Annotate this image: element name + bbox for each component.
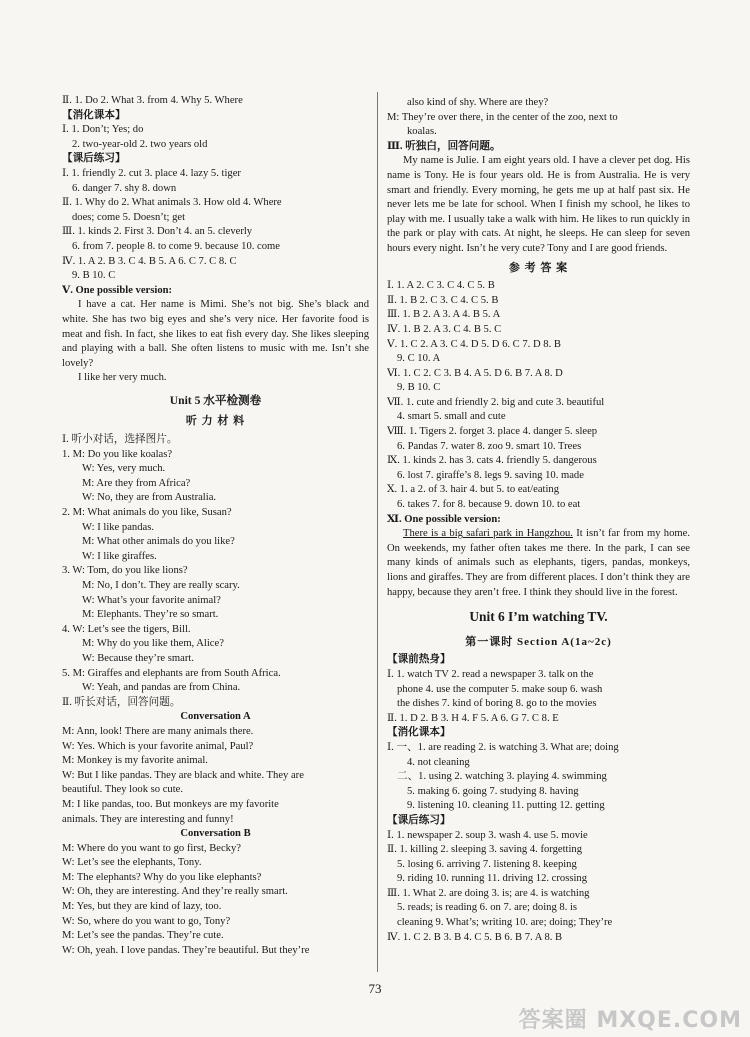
dialogue-line: 2. M: What animals do you like, Susan? [62, 507, 232, 519]
unit5-title: Unit 5 水平检测卷 [169, 393, 262, 407]
dialogue-line: M: Why do you like them, Alice? [82, 638, 224, 650]
answer-line: 6. lost 7. giraffe’s 8. legs 9. saving 10. made [397, 469, 584, 481]
answer-line: Ⅱ. 1. Why do 2. What animals 3. How old 4. Where [62, 197, 282, 209]
dialogue-line: 3. W: Tom, do you like lions? [62, 565, 188, 577]
right-column [387, 96, 690, 945]
essay-paragraph: I have a cat. Her name is Mimi. She’s not big. She’s black and white. She has two big eyes and she’s very nice. Her favorite food is meat and fish. In fact, she likes to eat fish every day. She likes sleeping and playing with a ball. She often listens to music with me. Isn’t she lovely? [62, 299, 369, 369]
answer-line: 6. danger 7. shy 8. down [72, 182, 177, 194]
essay-rest: It isn’t far from my home. On weekends, my father often takes me there. In the park, I can see many kinds of animals such as elephants, tigers, pandas, monkeys, lions and giraffes. They are from different places. I don’t think they are happy, because they aren’t free. I think they should live in the forest. [387, 528, 690, 598]
unit6-title: Unit 6 I’m watching TV. [469, 609, 608, 625]
dialogue-line: W: Let’s see the elephants, Tony. [62, 857, 202, 869]
answer-line: 二、1. using 2. watching 3. playing 4. swimming [397, 771, 607, 783]
answer-line: 【课后练习】 [62, 153, 126, 165]
answer-line: 9. B 10. C [72, 270, 116, 282]
answer-line: Ⅳ. 1. A 2. B 3. C 4. B 5. A 6. C 7. C 8. C [62, 255, 237, 267]
answer-line: Ⅰ. 1. A 2. C 3. C 4. C 5. B [387, 280, 495, 292]
dialogue-line: W: Because they’re smart. [82, 652, 194, 664]
safari-essay [387, 527, 690, 600]
answer-line: Ⅰ. 1. newspaper 2. soup 3. wash 4. use 5. movie [387, 829, 588, 841]
dialogue-line: animals. They are interesting and funny! [62, 813, 234, 825]
answer-line: 5. losing 6. arriving 7. listening 8. keeping [397, 858, 577, 870]
dialogue-line: Ⅲ. 听独白，回答问题。 [387, 140, 501, 152]
unit6-answers [387, 653, 690, 945]
dialogue-line: M: No, I don’t. They are really scary. [82, 580, 240, 591]
answer-line: Ⅴ. 1. C 2. A 3. C 4. D 5. D 6. C 7. D 8. B [387, 338, 561, 350]
answer-line: 4. smart 5. small and cute [397, 411, 506, 423]
listening-title: 听 力 材 料 [185, 415, 246, 428]
column-divider [377, 92, 378, 972]
dialogue-line: also kind of shy. Where are they? [407, 97, 549, 108]
dialogue-line: Ⅰ. 听小对话，选择图片。 [62, 434, 178, 446]
section-title: 第一课时 Section A(1a~2c) [465, 635, 612, 648]
answer-line: phone 4. use the computer 5. make soup 6. wash [397, 683, 603, 695]
dialogue-line: 4. W: Let’s see the tigers, Bill. [62, 623, 191, 635]
dialogue-line: M: Let’s see the pandas. They’re cute. [62, 930, 224, 942]
essay-first-sentence: There is a big safari park in Hangzhou. [403, 528, 573, 540]
answer-line: Ⅸ. 1. kinds 2. has 3. cats 4. friendly 5. dangerous [387, 455, 597, 467]
answer-line: Ⅴ. One possible version: [62, 284, 173, 296]
left-answer-lines [62, 94, 369, 298]
dialogue-line: W: So, where do you want to go, Tony? [62, 915, 231, 927]
answer-line: 9. C 10. A [397, 353, 441, 365]
answer-line: the dishes 7. kind of boring 8. go to the movies [397, 698, 597, 710]
answer-line: Ⅱ. 1. killing 2. sleeping 3. saving 4. forgetting [387, 844, 583, 856]
answer-line: Ⅵ. 1. C 2. C 3. B 4. A 5. D 6. B 7. A 8. D [387, 367, 563, 379]
answer-line: does; come 5. Doesn’t; get [72, 211, 186, 223]
answer-line: Ⅱ. 1. D 2. B 3. H 4. F 5. A 6. G 7. C 8. E [387, 712, 559, 724]
answer-line: 【消化课本】 [387, 727, 451, 739]
dialogue-line: M: They’re over there, in the center of the zoo, next to [387, 111, 618, 123]
answer-line: Ⅰ. 1. watch TV 2. read a newspaper 3. talk on the [387, 668, 594, 680]
dialogue-line: Ⅱ. 听长对话，回答问题。 [62, 696, 181, 708]
dialogue-line: koalas. [407, 126, 437, 138]
dialogue-line: W: But I like pandas. They are black and white. They are [62, 769, 304, 781]
dialogue-line: M: Monkey is my favorite animal. [62, 755, 208, 767]
dialogue-line: 1. M: Do you like koalas? [62, 448, 173, 460]
conversation-a [62, 725, 369, 827]
answer-line: Ⅺ. One possible version: [387, 513, 501, 525]
answer-line: 6. Pandas 7. water 8. zoo 9. smart 10. Trees [397, 440, 582, 452]
conversation-b-title: Conversation B [180, 828, 251, 840]
dialogue-line: M: Ann, look! There are many animals there. [62, 725, 254, 737]
dialogue-line: M: Where do you want to go first, Becky? [62, 842, 241, 854]
dialogue-line: M: I like pandas, too. But monkeys are my favorite [62, 798, 279, 810]
listening-dialogues [62, 433, 369, 710]
dialogue-line: M: Are they from Africa? [82, 477, 191, 489]
answer-line: 5. reads; is reading 6. on 7. are; doing 8. is [397, 902, 578, 914]
answer-line: Ⅱ. 1. Do 2. What 3. from 4. Why 5. Where [62, 95, 243, 106]
answer-line: 9. B 10. C [397, 382, 441, 394]
answer-line: 5. making 6. going 7. studying 8. having [407, 785, 579, 797]
answer-line: Ⅲ. 1. kinds 2. First 3. Don’t 4. an 5. cleverly [62, 226, 253, 238]
dialogue-line: W: Oh, they are interesting. And they’re really smart. [62, 886, 288, 898]
answer-line: Ⅲ. 1. What 2. are doing 3. is; are 4. is watching [387, 887, 590, 899]
answer-line: Ⅳ. 1. C 2. B 3. B 4. C 5. B 6. B 7. A 8. B [387, 931, 563, 943]
conversation-a-title: Conversation A [180, 711, 251, 723]
answers-title: 参 考 答 案 [508, 261, 569, 274]
answer-line: 6. from 7. people 8. to come 9. because 10. come [72, 240, 280, 252]
dialogue-line: W: Yeah, and pandas are from China. [82, 682, 241, 694]
dialogue-line: M: Elephants. They’re so smart. [82, 609, 219, 621]
answer-line: Ⅱ. 1. B 2. C 3. C 4. C 5. B [387, 294, 499, 306]
dialogue-line: beautiful. They look so cute. [62, 784, 184, 796]
answer-line: Ⅰ. 1. friendly 2. cut 3. place 4. lazy 5. tiger [62, 167, 241, 179]
dialogue-line: W: Yes. Which is your favorite animal, Paul? [62, 740, 254, 752]
dialogue-line: M: Yes, but they are kind of lazy, too. [62, 901, 222, 913]
dialogue-line: W: I like pandas. [82, 521, 154, 533]
dialogue-line: 5. M: Giraffes and elephants are from South Africa. [62, 667, 281, 679]
dialogue-line: M: The elephants? Why do you like elephants? [62, 871, 262, 883]
answer-key [387, 279, 690, 527]
answer-line: 4. not cleaning [407, 756, 470, 768]
answer-line: Ⅲ. 1. B 2. A 3. A 4. B 5. A [387, 309, 501, 321]
essay-closing: I like her very much. [78, 372, 167, 384]
answer-line: Ⅰ. 1. Don’t; Yes; do [62, 124, 144, 136]
answer-line: 2. two-year-old 2. two years old [72, 138, 208, 150]
right-top-lines [387, 96, 690, 154]
answer-line: Ⅹ. 1. a 2. of 3. hair 4. but 5. to eat/eating [387, 484, 559, 496]
answer-line: 9. riding 10. running 11. driving 12. crossing [397, 873, 587, 885]
dialogue-line: W: Yes, very much. [82, 463, 166, 475]
watermark-logo: 答案圈 MXQE.COM [518, 1008, 742, 1034]
answer-line: Ⅶ. 1. cute and friendly 2. big and cute 3. beautiful [387, 396, 605, 408]
answer-line: 【课后练习】 [387, 814, 451, 826]
answer-line: Ⅰ. 一、1. are reading 2. is watching 3. What are; doing [387, 741, 619, 753]
answer-line: 6. takes 7. for 8. because 9. down 10. to eat [397, 499, 581, 511]
page-number: 73 [368, 981, 382, 996]
dialogue-line: W: What’s your favorite animal? [82, 594, 221, 606]
answer-line: 【课前热身】 [387, 654, 451, 666]
dialogue-line: W: Oh, yeah. I love pandas. They’re beautiful. But they’re [62, 944, 310, 956]
dialogue-line: W: I like giraffes. [82, 550, 157, 562]
answer-line: Ⅷ. 1. Tigers 2. forget 3. place 4. danger 5. sleep [387, 426, 598, 438]
answer-line: Ⅳ. 1. B 2. A 3. C 4. B 5. C [387, 323, 502, 335]
monologue-paragraph: My name is Julie. I am eight years old. I have a clever pet dog. His name is Tony. He is four years old. He is from Australia. He is very smart and friendly. Every morning, he gets me up at half past six. He never lets me be late for school. When I finish my school, he likes to play with me. I usually take a walk with him. He likes to run quickly in the park or play with cats. At night, he sleeps. He can sleep for seven hours every night. Isn’t he very cute? Tony and I are good friends. [387, 155, 690, 254]
conversation-b [62, 842, 369, 959]
answer-line: 【消化课本】 [62, 109, 126, 121]
answer-line: 9. listening 10. cleaning 11. putting 12. getting [407, 800, 605, 812]
answer-line: cleaning 9. What’s; writing 10. are; doing; They’re [397, 917, 613, 929]
dialogue-line: M: What other animals do you like? [82, 536, 235, 548]
left-column [62, 94, 369, 958]
dialogue-line: W: No, they are from Australia. [82, 492, 217, 504]
